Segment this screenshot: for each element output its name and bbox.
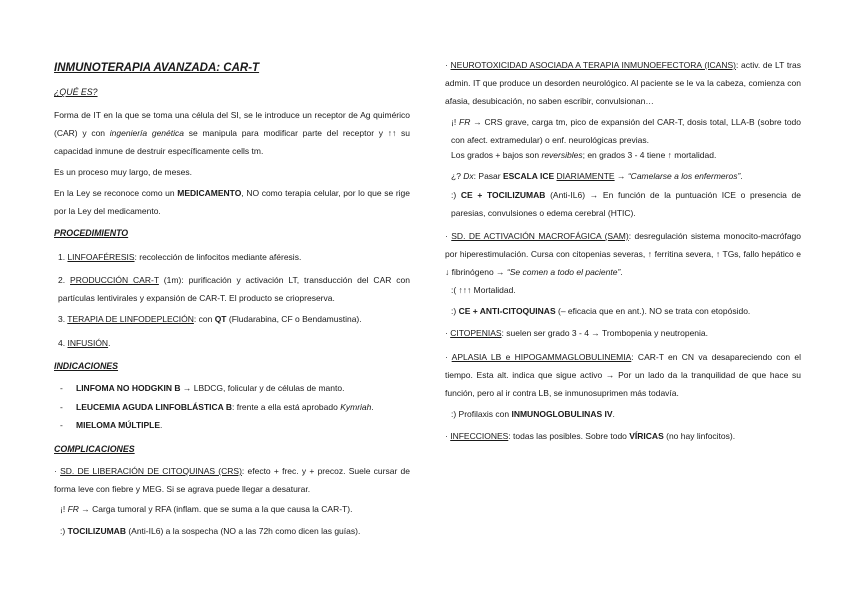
sub-note bbox=[60, 500, 410, 518]
bold-term: MIELOMA MÚLTIPLE bbox=[76, 420, 161, 430]
text-run: (– eficacia que en ant.). NO se trata con etopósido. bbox=[555, 306, 751, 316]
italic-text: reversibles bbox=[541, 150, 583, 160]
bold-term: ESCALA ICE bbox=[502, 171, 555, 181]
text-run: :) bbox=[60, 526, 68, 536]
text-run: . bbox=[371, 402, 374, 412]
bullet-dash: - bbox=[60, 420, 63, 430]
italic-text: FR bbox=[459, 117, 471, 127]
paragraph bbox=[445, 227, 801, 281]
paragraph bbox=[445, 324, 801, 342]
text-run: (1m): purificación y activación LT, transducción del CAR con partículas lentivirales y expansión de CAR-T. El producto se criopreserva. bbox=[58, 275, 411, 303]
bold-term: LEUCEMIA AGUDA LINFOBLÁSTICA B bbox=[76, 402, 232, 412]
italic-text: ingeniería genética bbox=[109, 128, 184, 138]
underlined-term: CITOPENIAS bbox=[450, 328, 502, 338]
italic-text: “Camelarse a los enfermeros” bbox=[627, 171, 741, 181]
bold-term: CE + TOCILIZUMAB bbox=[460, 190, 546, 200]
italic-text: “Se comen a todo el paciente” bbox=[506, 267, 621, 277]
text-run: Es un proceso muy largo, de meses. bbox=[54, 167, 192, 177]
text-run: · bbox=[445, 431, 451, 441]
text-run: : todas las posibles. Sobre todo bbox=[508, 431, 630, 441]
underlined-term: SD. DE ACTIVACIÓN MACROFÁGICA (SAM) bbox=[451, 231, 629, 241]
text-run: : con bbox=[193, 314, 215, 324]
bold-term: MEDICAMENTO bbox=[177, 188, 242, 198]
numbered-step bbox=[58, 271, 410, 307]
text-run: . bbox=[108, 338, 111, 348]
text-run: 1. bbox=[58, 252, 68, 262]
text-run: · bbox=[445, 60, 451, 70]
paragraph bbox=[445, 348, 801, 402]
text-run: :) Profilaxis con bbox=[451, 409, 512, 419]
paragraph bbox=[445, 427, 801, 445]
sub-note bbox=[451, 167, 801, 185]
text-run: → LBDCG, folicular y de células de manto. bbox=[180, 383, 345, 393]
underlined-term: PRODUCCIÓN CAR-T bbox=[70, 275, 159, 285]
paragraph bbox=[54, 184, 410, 220]
section-heading bbox=[54, 357, 410, 375]
text-run: (Fludarabina, CF o Bendamustina). bbox=[226, 314, 362, 324]
sub-note bbox=[451, 302, 801, 320]
text-run: : desregulación sistema monocito-macrófago por hiperestimulación. Cursa con citopenias severas, ↑ ferritina severa, ↑ TGs, fallo hepático e ↓ fibrinógeno → bbox=[445, 231, 802, 277]
italic-text: Kymriah bbox=[340, 402, 372, 412]
text-run: · bbox=[445, 231, 452, 241]
section-heading bbox=[54, 440, 410, 458]
sub-note bbox=[451, 146, 801, 164]
text-run: · bbox=[54, 466, 61, 476]
text-run: ¿? bbox=[451, 171, 464, 181]
underlined-term: NEUROTOXICIDAD ASOCIADA A TERAPIA INMUNOEFECTORA (ICANS) bbox=[450, 60, 736, 70]
text-run: ; en grados 3 - 4 tiene ↑ mortalidad. bbox=[582, 150, 717, 160]
text-run: :) bbox=[451, 306, 459, 316]
underlined-term: TERAPIA DE LINFODEPLECIÓN bbox=[67, 314, 194, 324]
bullet-item bbox=[60, 398, 410, 416]
section-heading bbox=[54, 83, 410, 101]
text-run: → CRS grave, carga tm, pico de expansión del CAR-T, dosis total, LLA-B (sobre todo con afect. extramedular) o enf. neurológicas previas. bbox=[451, 117, 801, 145]
text-run: 4. bbox=[58, 338, 68, 348]
text-run: (no hay linfocitos). bbox=[663, 431, 736, 441]
sub-note bbox=[451, 186, 801, 222]
text-run: . bbox=[160, 420, 163, 430]
bold-term: INMUNOGLOBULINAS IV bbox=[511, 409, 613, 419]
text-run: . bbox=[620, 267, 623, 277]
text-run: : frente a ella está aprobado bbox=[231, 402, 341, 412]
italic-text: Dx bbox=[463, 171, 474, 181]
underlined-term: INMUNOTERAPIA AVANZADA: CAR-T bbox=[54, 62, 260, 74]
italic-text: FR bbox=[67, 504, 79, 514]
text-run: se manipula para modificar parte del receptor y ↑↑ su capacidad inmune de destruir específicamente cells tm. bbox=[54, 128, 410, 156]
numbered-step bbox=[58, 248, 410, 266]
underlined-term: APLASIA LB e HIPOGAMMAGLOBULINEMIA bbox=[451, 352, 632, 362]
text-run: : activ. de LT tras admin. IT que produce un desorden neurológico. Al paciente se le va la cabeza, comienza con afasia, desubicación, no saben escribir, convulsionan… bbox=[445, 60, 801, 106]
bold-term: TOCILIZUMAB bbox=[67, 526, 126, 536]
numbered-step bbox=[58, 310, 410, 328]
underlined-term: INFUSIÓN bbox=[67, 338, 109, 348]
text-run: : efecto + frec. y + precoz. Suele cursar de forma leve con fiebre y MEG. Si se agrava puede llegar a desaturar. bbox=[54, 466, 410, 494]
text-run: Los grados + bajos son bbox=[451, 150, 542, 160]
text-run: ¡! bbox=[60, 504, 68, 514]
underlined-term: SD. DE LIBERACIÓN DE CITOQUINAS (CRS) bbox=[60, 466, 242, 476]
text-run: . bbox=[612, 409, 615, 419]
sub-note bbox=[451, 405, 801, 423]
bullet-item bbox=[60, 416, 410, 434]
text-run: ¡! bbox=[451, 117, 460, 127]
bold-term: QT bbox=[214, 314, 227, 324]
text-run: : recolección de linfocitos mediante aféresis. bbox=[134, 252, 302, 262]
sub-note bbox=[60, 522, 410, 540]
bold-term: VÍRICAS bbox=[629, 431, 664, 441]
underlined-term: INFECCIONES bbox=[450, 431, 509, 441]
text-run: 3. bbox=[58, 314, 68, 324]
text-run: → bbox=[614, 171, 628, 181]
text-run: :( ↑↑↑ Mortalidad. bbox=[451, 285, 516, 295]
underlined-term: INDICACIONES bbox=[54, 361, 119, 371]
bold-term: CE + ANTI-CITOQUINAS bbox=[458, 306, 556, 316]
bullet-dash: - bbox=[60, 402, 63, 412]
text-run: En la Ley se reconoce como un bbox=[54, 188, 178, 198]
paragraph bbox=[54, 106, 410, 160]
underlined-term: COMPLICACIONES bbox=[54, 444, 135, 454]
text-run: · bbox=[445, 328, 451, 338]
sub-note bbox=[451, 113, 801, 149]
sub-note bbox=[451, 281, 801, 299]
underlined-term: LINFOAFÉRESIS bbox=[67, 252, 135, 262]
text-run: . bbox=[740, 171, 743, 181]
text-run: : suelen ser grado 3 - 4 → Trombopenia y neutropenia. bbox=[501, 328, 709, 338]
text-run: → Carga tumoral y RFA (inflam. que se suma a la que causa la CAR-T). bbox=[78, 504, 353, 514]
paragraph bbox=[54, 163, 410, 181]
underlined-term: PROCEDIMIENTO bbox=[54, 228, 129, 238]
paragraph bbox=[445, 56, 801, 110]
text-run: (Anti-IL6) → En función de la puntuación ICE o presencia de paresias, convulsiones o edema cerebral (HTIC). bbox=[451, 190, 801, 218]
paragraph bbox=[54, 462, 410, 498]
bold-term: LINFOMA NO HODGKIN B bbox=[76, 383, 181, 393]
underlined-term: DIARIAMENTE bbox=[556, 171, 615, 181]
text-run: :) bbox=[451, 190, 461, 200]
bullet-item bbox=[60, 379, 410, 397]
page-title bbox=[54, 59, 410, 77]
numbered-step bbox=[58, 334, 410, 352]
text-run: 2. bbox=[58, 275, 71, 285]
text-run: , NO como terapia celular, por lo que se rige por la Ley del medicamento. bbox=[54, 188, 410, 216]
underlined-term: ¿QUÉ ES? bbox=[54, 87, 98, 97]
text-run: : Pasar bbox=[473, 171, 503, 181]
text-run: Forma de IT en la que se toma una célula del SI, se le introduce un receptor de Ag quimérico (CAR) y con bbox=[54, 110, 410, 138]
section-heading bbox=[54, 224, 410, 242]
text-run: : CAR-T en CN va desapareciendo con el tiempo. Esta alt. indica que sigue activo → Por un lado da la tranquilidad de que hace su función, pero al ir contra LB, se inmunosuprimen más todavía. bbox=[445, 352, 801, 398]
bullet-dash: - bbox=[60, 383, 63, 393]
text-run: · bbox=[445, 352, 452, 362]
text-run: (Anti-IL6) a la sospecha (NO a las 72h como dicen las guías). bbox=[125, 526, 361, 536]
